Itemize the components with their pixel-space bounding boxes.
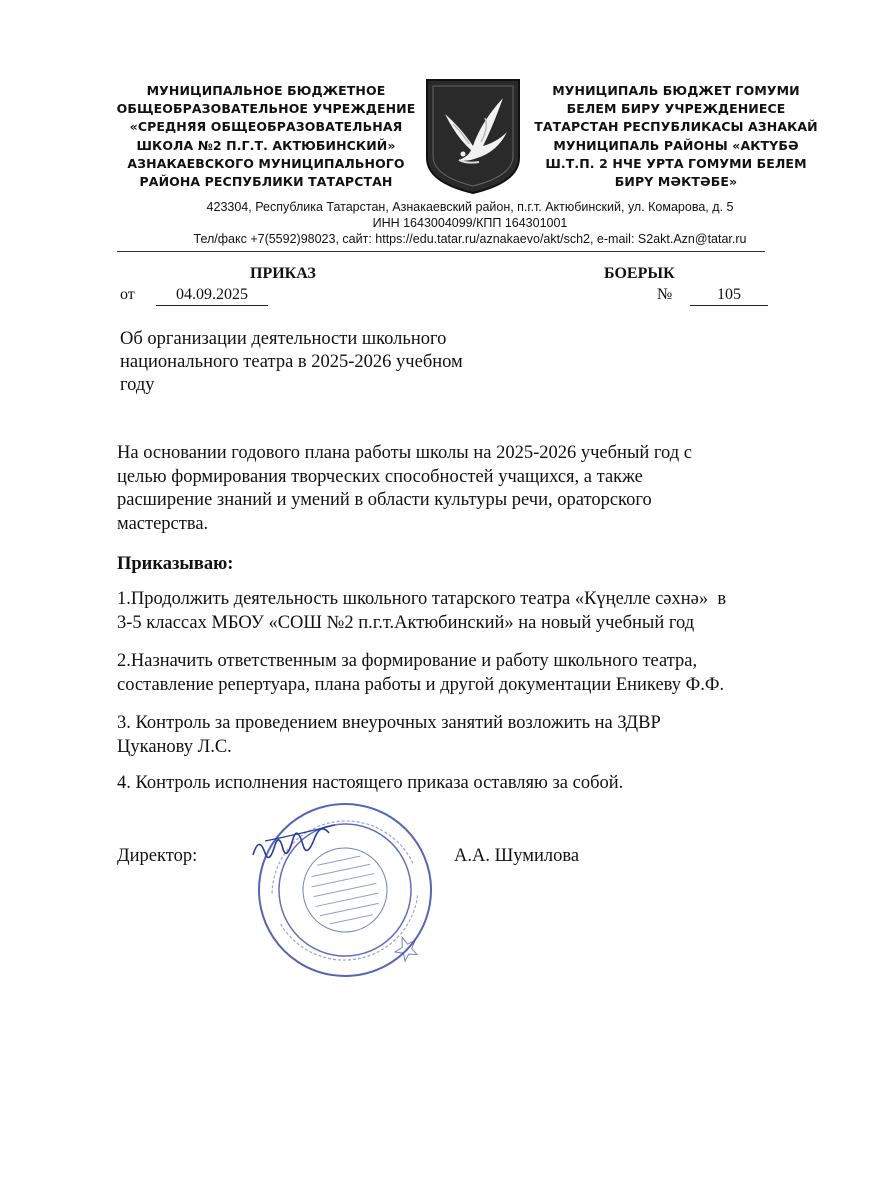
subject-line: году [120, 375, 155, 395]
item-line: Цуканову Л.С. [117, 736, 232, 757]
header-line: ОБЩЕОБРАЗОВАТЕЛЬНОЕ УЧРЕЖДЕНИЕ [116, 101, 416, 117]
order-item-4: 4. Контроль исполнения настоящего приказа оставляю за собой. [117, 773, 624, 793]
emblem-bird-icon [423, 76, 523, 196]
header-org-name-ru [116, 82, 416, 191]
header-line: МУНИЦИПАЛЬНОЕ БЮДЖЕТНОЕ [146, 83, 386, 98]
order-item-3 [117, 712, 777, 759]
order-item-1 [117, 588, 777, 635]
number-label: № [657, 286, 673, 303]
item-line: составление репертуара, плана работы и другой документации Еникеву Ф.Ф. [117, 674, 725, 695]
item-line: 2.Назначить ответственным за формирование и работу школьного театра, [117, 651, 698, 671]
contacts-block [140, 199, 800, 247]
basis-line: расширение знаний и умений в области культуры речи, ораторского [117, 490, 652, 510]
header-line: БЕЛЕМ БИРУ УЧРЕЖДЕНИЕСЕ [566, 101, 786, 117]
subject-line: национального театра в 2025-2026 учебном [120, 352, 463, 372]
header-line: МУНИЦИПАЛЬ РАЙОНЫ «АКТҮБӘ [553, 137, 799, 153]
order-date: 04.09.2025 [156, 286, 268, 306]
inn-kpp: ИНН 1643004099/КПП 164301001 [372, 216, 568, 230]
basis-line: На основании годового плана работы школы на 2025-2026 учебный год с [117, 443, 692, 463]
signature-role: Директор: [117, 846, 198, 866]
subject-line: Об организации деятельности школьного [120, 329, 447, 349]
date-label: от [120, 286, 135, 303]
order-title-tt: БОЕРЫК [604, 265, 675, 282]
order-subject [120, 328, 510, 397]
header-line: Ш.Т.П. 2 НЧЕ УРТА ГОМУМИ БЕЛЕМ [545, 155, 807, 171]
header-line: БИРҮ МӘКТӘБЕ» [614, 174, 738, 190]
header-line: РАЙОНА РЕСПУБЛИКИ ТАТАРСТАН [139, 174, 393, 190]
basis-line: мастерства. [117, 513, 209, 534]
header-line: АЗНАКАЕВСКОГО МУНИЦИПАЛЬНОГО [127, 155, 405, 171]
header-divider [117, 251, 765, 252]
order-word: Приказываю: [117, 554, 234, 574]
signature-name: А.А. Шумилова [454, 846, 580, 866]
basis-paragraph [117, 442, 777, 536]
item-line: 1.Продолжить деятельность школьного татарского театра «Күңелле сәхнә» в [117, 589, 727, 609]
handwritten-signature-icon [245, 815, 355, 875]
phone-site-email: Тел/факс +7(5592)98023, сайт: https://edu.tatar.ru/aznakaevo/akt/sch2, e-mail: S2akt.Azn@tatar.ru [193, 232, 747, 246]
address: 423304, Республика Татарстан, Азнакаевский район, п.г.т. Актюбинский, ул. Комарова, д. 5 [206, 200, 734, 214]
order-title-ru: ПРИКАЗ [250, 265, 316, 282]
order-item-2 [117, 650, 777, 697]
header-line: ТАТАРСТАН РЕСПУБЛИКАСЫ АЗНАКАЙ [534, 119, 818, 135]
header-org-name-tt [523, 82, 829, 191]
item-line: 3-5 классах МБОУ «СОШ №2 п.г.т.Актюбинский» на новый учебный год [117, 612, 695, 633]
header-line: ШКОЛА №2 П.Г.Т. АКТЮБИНСКИЙ» [136, 137, 396, 153]
header-line: МУНИЦИПАЛЬ БЮДЖЕТ ГОМУМИ [552, 83, 800, 98]
basis-line: целью формирования творческих способностей учащихся, а также [117, 466, 643, 487]
order-number: 105 [690, 286, 768, 306]
item-line: 3. Контроль за проведением внеурочных занятий возложить на ЗДВР [117, 713, 661, 733]
header-line: «СРЕДНЯЯ ОБЩЕОБРАЗОВАТЕЛЬНАЯ [129, 119, 403, 135]
